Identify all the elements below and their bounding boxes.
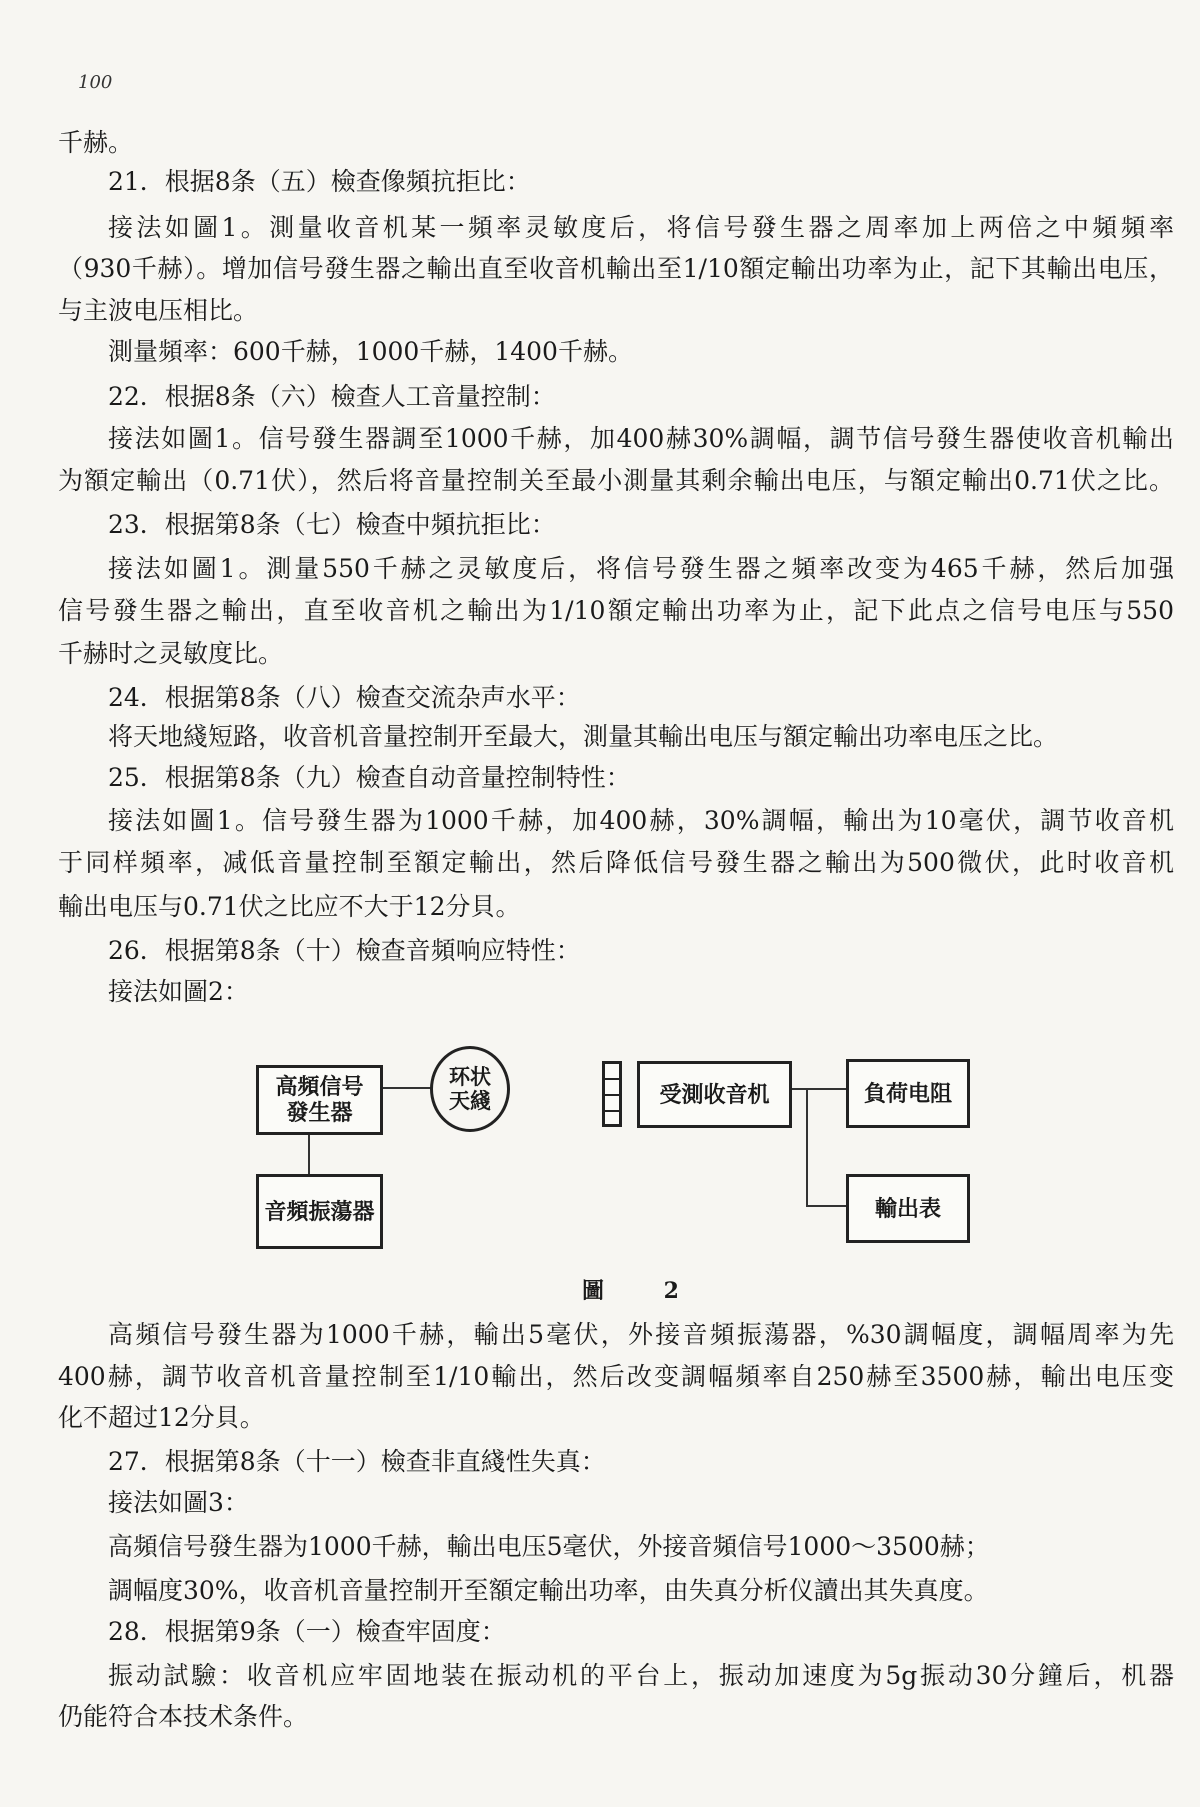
- antenna-ladder-icon: [602, 1061, 622, 1127]
- receiver-box: 受測收音机: [637, 1061, 792, 1128]
- text-line: 23．根据第8条（七）檢查中頻抗拒比：: [108, 510, 556, 539]
- text-line: 接法如圖1。信号發生器調至1000千赫，加400赫30%調幅，調节信号發生器使收音机輸出: [108, 424, 1174, 453]
- text-line: 高頻信号發生器为1000千赫，輸出电压5毫伏，外接音頻信号1000～3500赫；: [108, 1532, 990, 1561]
- text-line: 于同样頻率，减低音量控制至額定輸出，然后降低信号發生器之輸出为500微伏，此时收音机: [58, 848, 1174, 877]
- wire: [806, 1205, 846, 1207]
- wire: [806, 1088, 808, 1206]
- text-line: 千赫。: [58, 128, 134, 157]
- text-line: 28．根据第9条（一）檢查牢固度：: [108, 1617, 506, 1646]
- figure-caption: 圖 2: [582, 1278, 705, 1304]
- text-line: 与主波电压相比。: [58, 296, 259, 325]
- text-line: 400赫，調节收音机音量控制至1/10輸出，然后改变調幅頻率自250赫至3500赫，輸出电压变: [58, 1362, 1174, 1391]
- output-meter-box: 輸出表: [846, 1174, 970, 1243]
- text-line: 仍能符合本技术条件。: [58, 1702, 309, 1731]
- text-line: 測量頻率：600千赫，1000千赫，1400千赫。: [108, 337, 633, 366]
- load-resistor-box: 負荷电阻: [846, 1059, 970, 1128]
- text-line: 高頻信号發生器为1000千赫，輸出5毫伏，外接音頻振蕩器，%30調幅度，調幅周率为先: [108, 1320, 1174, 1349]
- text-line: 輸出电压与0.71伏之比应不大于12分貝。: [58, 892, 521, 921]
- text-line: 27．根据第8条（十一）檢查非直綫性失真：: [108, 1447, 606, 1476]
- text-line: 化不超过12分貝。: [58, 1403, 265, 1432]
- text-line: 千赫时之灵敏度比。: [58, 639, 284, 668]
- text-line: 22．根据8条（六）檢查人工音量控制：: [108, 382, 556, 411]
- text-line: （930千赫）。增加信号發生器之輸出直至收音机輸出至1/10額定輸出功率为止，記下其輸出电压，: [58, 254, 1174, 283]
- text-line: 将天地綫短路，收音机音量控制开至最大，測量其輸出电压与額定輸出功率电压之比。: [108, 722, 1059, 751]
- text-line: 24．根据第8条（八）檢查交流杂声水平：: [108, 683, 581, 712]
- text-line: 接法如圖2：: [108, 977, 249, 1006]
- text-line: 接法如圖1。測量550千赫之灵敏度后，将信号發生器之頻率改变为465千赫，然后加强: [108, 554, 1174, 583]
- wire: [792, 1088, 846, 1090]
- wire: [308, 1135, 310, 1175]
- wire: [383, 1087, 431, 1089]
- text-line: 振动試驗：收音机应牢固地装在振动机的平台上，振动加速度为5g振动30分鐘后，机器: [108, 1661, 1174, 1690]
- text-line: 接法如圖3：: [108, 1488, 249, 1517]
- text-line: 接法如圖1。信号發生器为1000千赫，加400赫，30%調幅，輸出为10毫伏，調节收音机: [108, 806, 1174, 835]
- rf-generator-box: 高頻信号 發生器: [256, 1065, 383, 1135]
- text-line: 調幅度30%，收音机音量控制开至額定輸出功率，由失真分析仪讀出其失真度。: [108, 1576, 989, 1605]
- text-line: 为額定輸出（0.71伏），然后将音量控制关至最小測量其剩余輸出电压，与額定輸出0.71伏之比。: [58, 466, 1174, 495]
- text-line: 21．根据8条（五）檢查像頻抗拒比：: [108, 167, 531, 196]
- page-number: 100: [78, 72, 113, 93]
- loop-antenna-circle: 环状 天綫: [430, 1046, 510, 1132]
- text-line: 信号發生器之輸出，直至收音机之輸出为1/10額定輸出功率为止，記下此点之信号电压与550: [58, 596, 1174, 625]
- text-line: 接法如圖1。測量收音机某一頻率灵敏度后，将信号發生器之周率加上两倍之中頻頻率: [108, 213, 1174, 242]
- text-line: 25．根据第8条（九）檢查自动音量控制特性：: [108, 763, 631, 792]
- audio-oscillator-box: 音頻振蕩器: [256, 1174, 383, 1249]
- text-line: 26．根据第8条（十）檢查音頻响应特性：: [108, 936, 581, 965]
